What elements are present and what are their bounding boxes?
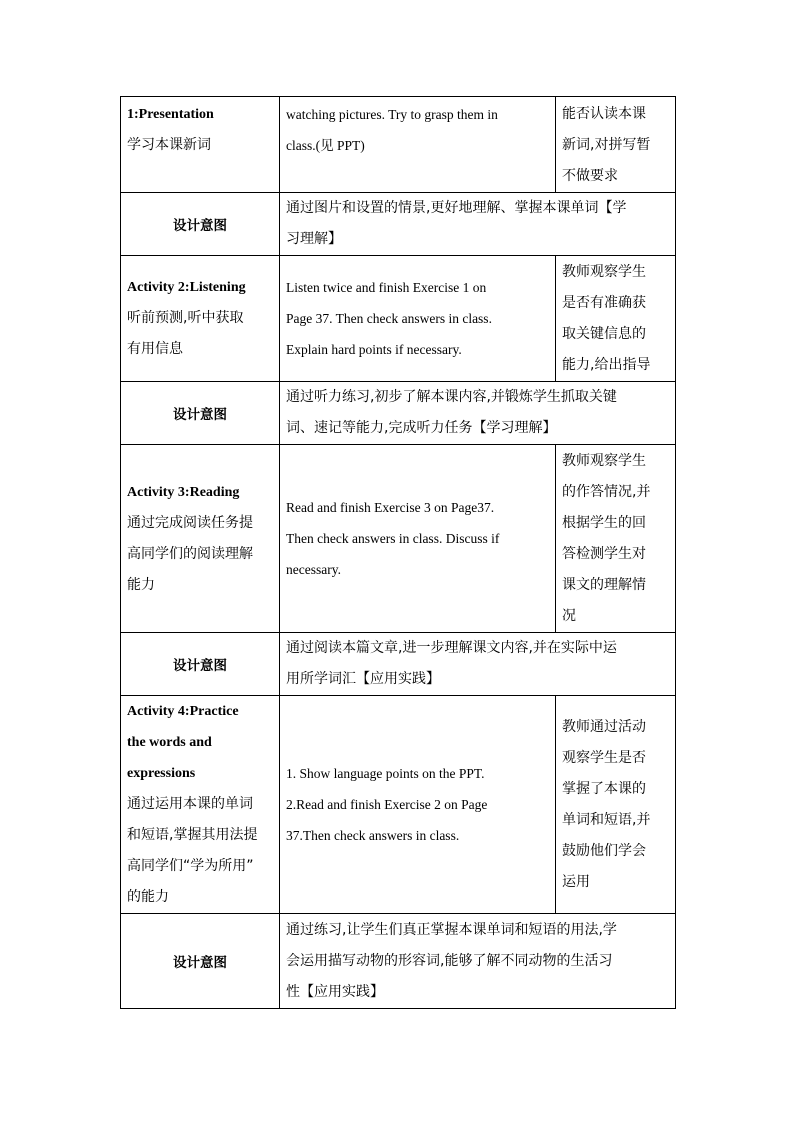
table-row	[121, 633, 676, 696]
activity-subtitle: 的能力	[127, 889, 169, 905]
activity-subtitle: 通过运用本课的单词	[127, 796, 253, 812]
table-row	[121, 696, 676, 914]
lesson-plan-table	[120, 96, 676, 1009]
activity-title: Activity 4:Practice	[127, 704, 239, 719]
intent-label: 设计意图	[121, 382, 280, 445]
intent-text: 通过阅读本篇文章,进一步理解课文内容,并在实际中运 用所学词汇【应用实践】	[280, 633, 676, 696]
intent-label: 设计意图	[121, 914, 280, 1009]
activity-title: Activity 3:Reading	[127, 484, 240, 500]
teacher-note: 教师通过活动 观察学生是否 掌握了本课的 单词和短语,并 鼓励他们学会 运用	[556, 696, 676, 914]
activity-subtitle: 和短语,掌握其用法提	[127, 827, 258, 843]
activity-subtitle: 能力	[127, 576, 155, 593]
intent-text: 通过听力练习,初步了解本课内容,并锻炼学生抓取关键 词、速记等能力,完成听力任务【学习理解】	[280, 382, 676, 445]
activity-title: the words and	[127, 735, 212, 750]
table-row	[121, 256, 676, 382]
activity-subtitle: 有用信息	[127, 341, 183, 357]
table-row	[121, 97, 676, 193]
activity-content: Read and finish Exercise 3 on Page37. Then check answers in class. Discuss if necessary.	[280, 445, 556, 633]
activity-subtitle: 高同学们“学为所用”	[127, 858, 254, 874]
activity-subtitle: 听前预测,听中获取	[127, 310, 244, 326]
activity-title: 1:Presentation	[127, 107, 214, 122]
activity-title: expressions	[127, 766, 196, 781]
activity-subtitle: 通过完成阅读任务提	[127, 514, 253, 531]
activity-subtitle: 学习本课新词	[127, 137, 211, 153]
intent-label: 设计意图	[121, 633, 280, 696]
intent-text: 通过练习,让学生们真正掌握本课单词和短语的用法,学 会运用描写动物的形容词,能够了解不同动物的生活习 性【应用实践】	[280, 914, 676, 1009]
intent-text: 通过图片和设置的情景,更好地理解、掌握本课单词【学 习理解】	[280, 193, 676, 256]
activity-content: watching pictures. Try to grasp them in class.(见 PPT)	[280, 97, 556, 193]
teacher-note: 教师观察学生 是否有准确获 取关键信息的 能力,给出指导	[556, 256, 676, 382]
activity-content: 1. Show language points on the PPT. 2.Read and finish Exercise 2 on Page 37.Then check answers in class.	[280, 696, 556, 914]
table-row	[121, 914, 676, 1009]
teacher-note: 能否认读本课 新词,对拼写暂 不做要求	[556, 97, 676, 193]
activity-subtitle: 高同学们的阅读理解	[127, 545, 253, 562]
teacher-note: 教师观察学生 的作答情况,并 根据学生的回 答检测学生对 课文的理解情 况	[556, 445, 676, 633]
table-row	[121, 382, 676, 445]
table-row	[121, 445, 676, 633]
table-row	[121, 193, 676, 256]
intent-label: 设计意图	[121, 193, 280, 256]
activity-content: Listen twice and finish Exercise 1 on Page 37. Then check answers in class. Explain hard points if necessary.	[280, 256, 556, 382]
activity-title: Activity 2:Listening	[127, 280, 246, 295]
